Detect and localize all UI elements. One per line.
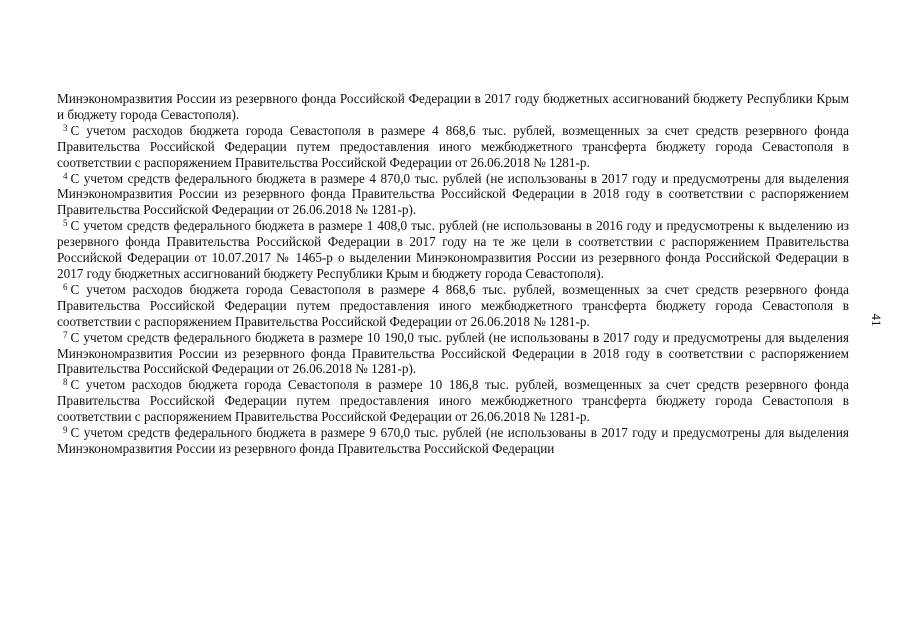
footnote-text: С учетом расходов бюджета города Севастополя в размере 4 868,6 тыс. рублей, возмещенных за счет средств резервного фонда Правительства Российской Федерации путем предоставления иного межбюджетного трансферта бюджету города Севастополя в соответствии с распоряжением Правительства Российской Федерации от 26.06.2018 № 1281-р. bbox=[57, 281, 849, 329]
footnote-9 bbox=[57, 425, 849, 457]
footnote-marker: 5 bbox=[63, 218, 68, 229]
footnote-marker: 7 bbox=[63, 329, 68, 340]
footnote-text: С учетом средств федерального бюджета в размере 4 870,0 тыс. рублей (не использованы в 2017 году и предусмотрены для выделения Минэкономразвития России из резервного фонда Правительства Российской Федерации в 2018 году в соответствии с распоряжением Правительства Российской Федерации от 26.06.2018 № 1281-р). bbox=[57, 170, 849, 218]
footnote-continuation bbox=[57, 91, 849, 123]
page-number: 41 bbox=[869, 313, 884, 327]
footnote-text: С учетом средств федерального бюджета в размере 10 190,0 тыс. рублей (не использованы в 2017 году и предусмотрены для выделения Минэкономразвития России из резервного фонда Правительства Российской Федерации в 2018 году в соответствии с распоряжением Правительства Российской Федерации от 26.06.2018 № 1281-р). bbox=[57, 329, 849, 377]
footnote-6 bbox=[57, 282, 849, 330]
footnote-text: С учетом расходов бюджета города Севастополя в размере 4 868,6 тыс. рублей, возмещенных за счет средств резервного фонда Правительства Российской Федерации путем предоставления иного межбюджетного трансферта бюджету города Севастополя в соответствии с распоряжением Правительства Российской Федерации от 26.06.2018 № 1281-р. bbox=[57, 122, 849, 170]
footnote-5 bbox=[57, 218, 849, 282]
footnotes-text-block bbox=[57, 91, 849, 457]
footnote-marker: 3 bbox=[63, 122, 68, 133]
footnote-marker: 9 bbox=[63, 425, 68, 436]
footnote-8 bbox=[57, 377, 849, 425]
footnote-text: С учетом расходов бюджета города Севастополя в размере 10 186,8 тыс. рублей, возмещенных за счет средств резервного фонда Правительства Российской Федерации путем предоставления иного межбюджетного трансферта бюджету города Севастополя в соответствии с распоряжением Правительства Российской Федерации от 26.06.2018 № 1281-р. bbox=[57, 377, 849, 425]
footnote-7 bbox=[57, 330, 849, 378]
footnote-3 bbox=[57, 123, 849, 171]
footnote-text: Минэкономразвития России из резервного фонда Российской Федерации в 2017 году бюджетных ассигнований бюджету Республики Крым и бюджету города Севастополя). bbox=[57, 91, 849, 122]
footnote-marker: 6 bbox=[63, 281, 68, 292]
footnote-text: С учетом средств федерального бюджета в размере 1 408,0 тыс. рублей (не использованы в 2016 году и предусмотрены к выделению из резервного фонда Правительства Российской Федерации в 2017 году на те же цели в соответствии с распоряжением Правительства Российской Федерации от 10.07.2017 № 1465-р о выделении Минэкономразвития России из резервного фонда Российской Федерации в 2017 году бюджетных ассигнований бюджету Республики Крым и бюджету города Севастополя). bbox=[57, 218, 849, 281]
footnote-4 bbox=[57, 171, 849, 219]
footnote-marker: 8 bbox=[63, 377, 68, 388]
footnote-marker: 4 bbox=[63, 170, 68, 181]
footnote-text: С учетом средств федерального бюджета в размере 9 670,0 тыс. рублей (не использованы в 2017 году и предусмотрены для выделения Минэкономразвития России из резервного фонда Правительства Российской Федерации bbox=[57, 425, 849, 456]
